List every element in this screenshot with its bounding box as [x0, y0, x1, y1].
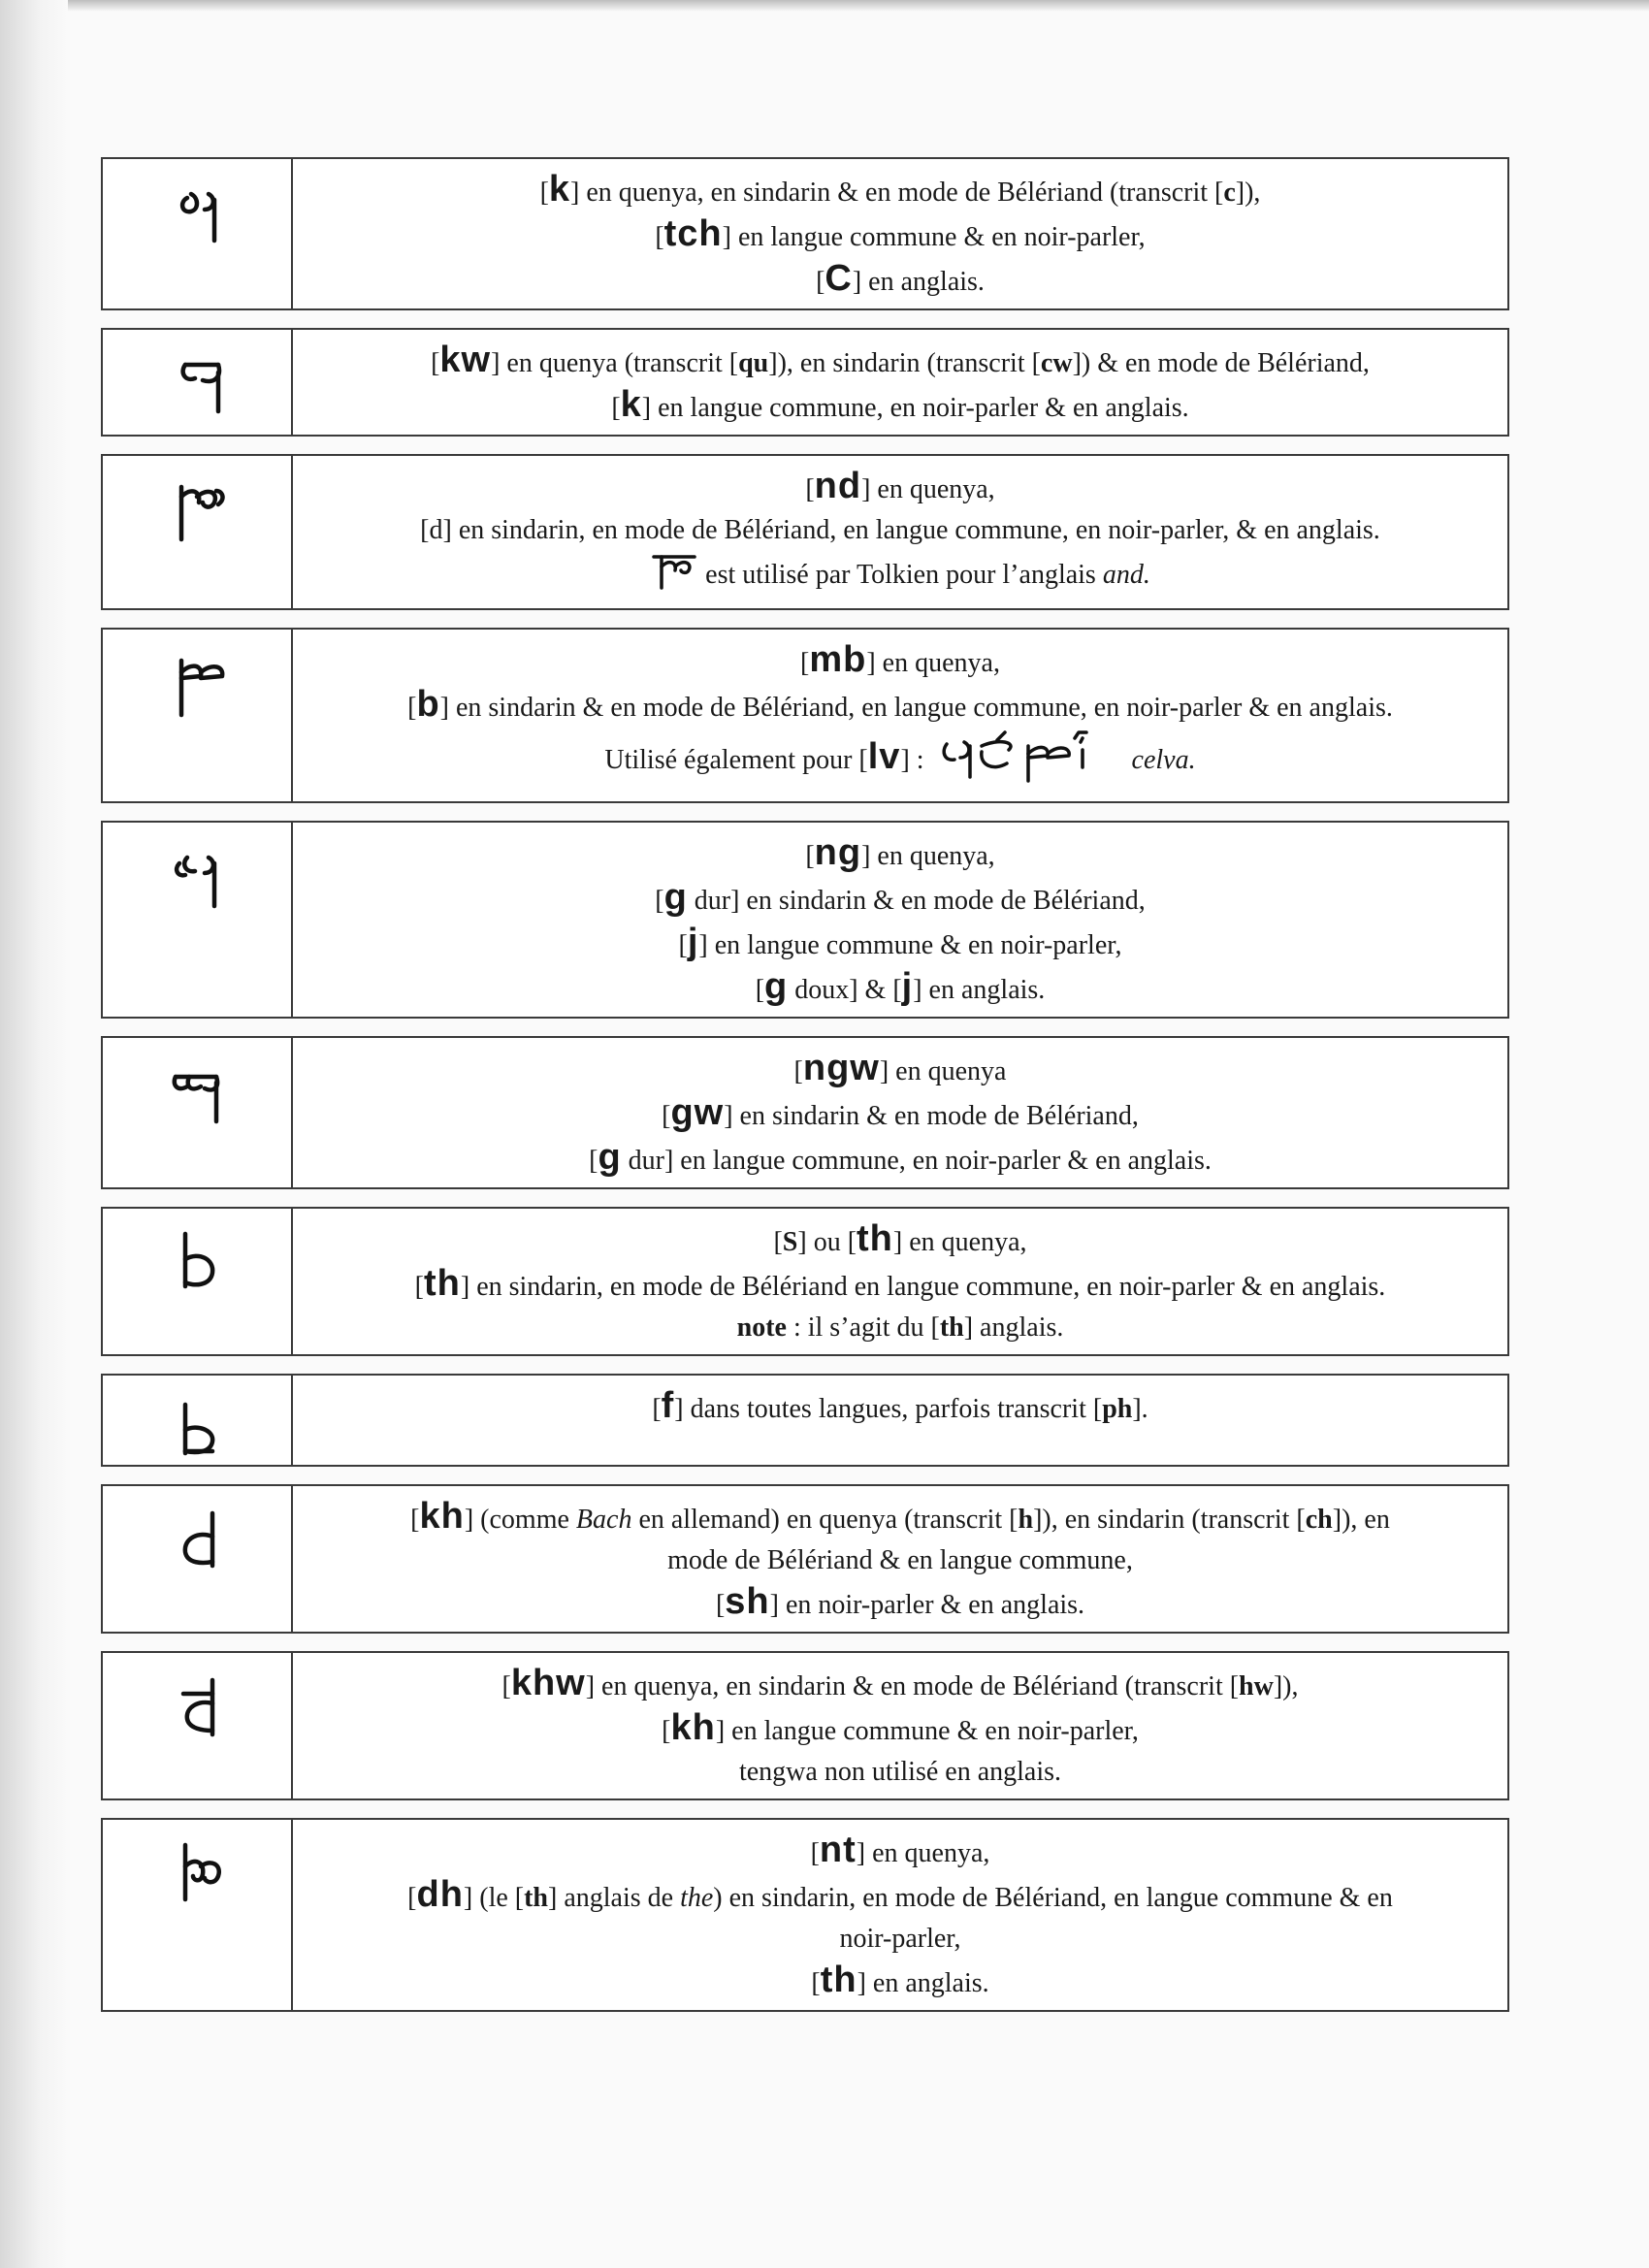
page-shadow-left — [0, 0, 68, 2268]
tengwa-ando-icon — [153, 477, 241, 545]
description-line — [310, 340, 1490, 384]
text-segment: ] en langue commune, en noir-parler & en anglais. — [641, 393, 1189, 423]
transcription: ph — [1102, 1394, 1133, 1424]
text-segment: [ — [589, 1146, 598, 1176]
description-line — [310, 213, 1490, 258]
text-segment: ] en langue commune & en noir-parler, — [715, 1716, 1139, 1746]
phoneme: C — [824, 258, 853, 299]
transcription: ch — [1305, 1505, 1333, 1535]
description-cell — [293, 456, 1507, 608]
celva-glyph-icon — [931, 729, 1125, 795]
description-line — [310, 258, 1490, 303]
phoneme: b — [416, 684, 440, 725]
text-segment: [ — [539, 178, 549, 208]
text-segment: [ — [773, 1227, 783, 1257]
text-segment: ] en sindarin & en mode de Bélériand, — [724, 1101, 1139, 1131]
description-line — [310, 832, 1490, 877]
text-segment: [ — [805, 474, 815, 504]
text-segment: mode de Bélériand & en langue commune, — [667, 1545, 1133, 1575]
description-line — [310, 1263, 1490, 1308]
description-line — [310, 1663, 1490, 1707]
description-line — [310, 1581, 1490, 1626]
phoneme: kw — [439, 340, 492, 380]
text-segment: ] en sindarin, en mode de Bélériand en langue commune, en noir-parler & en anglais. — [460, 1272, 1386, 1302]
transcription: th — [939, 1312, 964, 1343]
tengwa-anga-icon — [153, 844, 241, 912]
phoneme: ngw — [802, 1048, 880, 1088]
text-segment: [ — [805, 841, 815, 871]
description-line — [310, 729, 1490, 795]
transcription: th — [524, 1883, 549, 1913]
description-line — [310, 1048, 1490, 1092]
text-segment: ]), — [1235, 178, 1261, 208]
text-segment: ] : — [900, 744, 931, 775]
description-cell — [293, 630, 1507, 801]
text-segment — [1125, 745, 1132, 775]
table-row — [101, 821, 1509, 1019]
description-cell — [293, 1486, 1507, 1632]
text-segment: [ — [715, 1590, 726, 1620]
text-segment: ] en sindarin & en mode de Bélériand, en langue commune, en noir-parler & en anglais. — [439, 693, 1393, 723]
phoneme: g — [764, 966, 789, 1007]
transcription: c — [1223, 178, 1236, 208]
text-segment: ] en anglais. — [857, 1968, 989, 1998]
phoneme: f — [661, 1385, 675, 1426]
tengwa-anto-icon — [153, 1841, 241, 1909]
tengwa-harma-icon — [153, 1507, 241, 1575]
description-cell — [293, 330, 1507, 435]
text-segment: [ — [652, 1394, 662, 1424]
text-segment: ] anglais de — [548, 1883, 681, 1913]
description-line — [310, 1830, 1490, 1874]
text-segment: [ — [431, 348, 440, 378]
text-segment: tengwa non utilisé en anglais. — [738, 1757, 1062, 1787]
description-line — [310, 1385, 1490, 1430]
text-segment: ] en anglais. — [852, 267, 985, 297]
text-segment: ] en quenya (transcrit [ — [491, 348, 739, 378]
text-segment: [ — [414, 1272, 424, 1302]
transcription: h — [1018, 1505, 1034, 1535]
phoneme: khw — [510, 1663, 586, 1703]
phoneme: dh — [416, 1874, 464, 1915]
text-segment: [ — [800, 648, 810, 678]
description-line — [310, 966, 1490, 1011]
text-segment: ] en langue commune & en noir-parler, — [698, 930, 1122, 960]
phoneme: kh — [670, 1707, 716, 1748]
transcription: note — [736, 1312, 787, 1343]
glyph-cell — [103, 456, 293, 608]
transcription: qu — [738, 348, 769, 378]
phoneme: g — [663, 877, 688, 918]
description-line — [310, 1919, 1490, 1960]
description-cell — [293, 823, 1507, 1017]
text-segment: [ — [407, 1883, 417, 1913]
phoneme: ng — [814, 832, 862, 873]
text-segment: [ — [793, 1056, 803, 1086]
table-row — [101, 1651, 1509, 1800]
text-segment: en allemand) en quenya (transcrit [ — [631, 1505, 1018, 1535]
text-segment: ] en quenya, — [861, 474, 995, 504]
italic-word: celva. — [1131, 744, 1196, 775]
glyph-cell — [103, 330, 293, 435]
phoneme: nt — [819, 1830, 857, 1870]
text-segment: ] (le [ — [463, 1883, 525, 1913]
page-shadow-top — [0, 0, 1649, 12]
text-segment: ]. — [1132, 1394, 1148, 1424]
text-segment: noir-parler, — [839, 1924, 961, 1954]
table-row — [101, 1374, 1509, 1467]
description-cell — [293, 159, 1507, 308]
text-segment: dur] en sindarin & en mode de Bélériand, — [687, 886, 1146, 916]
description-line — [310, 169, 1490, 213]
text-segment: ] en anglais. — [913, 975, 1046, 1005]
tengwa-calma-icon — [153, 180, 241, 248]
text-segment: ] en langue commune & en noir-parler, — [722, 222, 1146, 252]
italic-word: the — [680, 1883, 714, 1913]
description-line — [310, 510, 1490, 551]
text-segment: [ — [410, 1505, 420, 1535]
description-cell — [293, 1376, 1507, 1465]
text-segment: ] dans toutes langues, parfois transcrit [ — [674, 1394, 1103, 1424]
phoneme: j — [901, 966, 914, 1007]
phoneme: kh — [419, 1496, 465, 1537]
phoneme: j — [687, 922, 699, 962]
description-line — [310, 639, 1490, 684]
transcription: S — [782, 1227, 798, 1257]
glyph-cell — [103, 1376, 293, 1465]
glyph-cell — [103, 159, 293, 308]
text-segment: [d] en sindarin, en mode de Bélériand, en langue commune, en noir-parler, & en anglais. — [420, 515, 1380, 545]
description-cell — [293, 1653, 1507, 1798]
text-segment: [ — [816, 267, 825, 297]
glyph-cell — [103, 630, 293, 801]
tengwa-umbar-icon — [153, 651, 241, 719]
phoneme: nd — [814, 466, 862, 506]
text-segment: : il s’agit du [ — [786, 1312, 940, 1343]
description-line — [310, 1960, 1490, 2004]
description-line — [310, 877, 1490, 922]
phoneme: mb — [809, 639, 867, 680]
text-segment: Utilisé également pour [ — [604, 744, 868, 775]
phoneme: th — [857, 1218, 893, 1259]
text-segment: ] (comme — [464, 1505, 576, 1535]
transcription: cw — [1040, 348, 1073, 378]
description-line — [310, 684, 1490, 729]
italic-word: and. — [1102, 559, 1150, 590]
table-row — [101, 1207, 1509, 1356]
text-segment: ] ou [ — [797, 1227, 857, 1257]
text-segment: [ — [678, 930, 688, 960]
table-row — [101, 628, 1509, 803]
tengwar-table — [101, 157, 1509, 2029]
text-segment: [ — [611, 393, 621, 423]
glyph-cell — [103, 1820, 293, 2010]
phoneme: k — [548, 169, 571, 210]
glyph-cell — [103, 1209, 293, 1354]
tengwa-quesse-icon — [153, 351, 241, 419]
tengwa-ungwe-icon — [153, 1059, 241, 1127]
text-segment: doux] & [ — [788, 975, 902, 1005]
description-line — [310, 1540, 1490, 1581]
tengwa-formen-icon — [153, 1397, 241, 1465]
text-segment: [ — [662, 1716, 671, 1746]
text-segment: [ — [501, 1671, 511, 1701]
tengwa-thule-icon — [153, 1230, 241, 1298]
text-segment: dur] en langue commune, en noir-parler & en anglais. — [621, 1146, 1212, 1176]
glyph-cell — [103, 1038, 293, 1187]
description-cell — [293, 1820, 1507, 2010]
table-row — [101, 1036, 1509, 1189]
text-segment: ] en noir-parler & en anglais. — [769, 1590, 1085, 1620]
tengwa-hwesta-icon — [153, 1674, 241, 1742]
phoneme: gw — [670, 1092, 725, 1133]
description-cell — [293, 1209, 1507, 1354]
table-row — [101, 328, 1509, 437]
description-line — [310, 1308, 1490, 1348]
table-row — [101, 1484, 1509, 1634]
text-segment: ]) & en mode de Bélériand, — [1072, 348, 1370, 378]
description-line — [310, 1874, 1490, 1919]
phoneme: k — [620, 384, 642, 425]
text-segment: ] en quenya, — [856, 1838, 990, 1868]
description-line — [310, 551, 1490, 602]
text-segment: ]), en — [1332, 1505, 1390, 1535]
text-segment: [ — [655, 222, 664, 252]
text-segment: est utilisé par Tolkien pour l’anglais — [698, 559, 1103, 590]
phoneme: sh — [725, 1581, 770, 1622]
description-line — [310, 922, 1490, 966]
description-line — [310, 1752, 1490, 1793]
text-segment: ]), en sindarin (transcrit [ — [1033, 1505, 1306, 1535]
description-line — [310, 466, 1490, 510]
description-line — [310, 1092, 1490, 1137]
italic-word: Bach — [575, 1505, 632, 1535]
phoneme: th — [820, 1960, 857, 2000]
glyph-cell — [103, 1653, 293, 1798]
description-line — [310, 1496, 1490, 1540]
description-cell — [293, 1038, 1507, 1187]
text-segment: ] en quenya, — [861, 841, 995, 871]
text-segment: ] en quenya, — [866, 648, 1000, 678]
phoneme: tch — [663, 213, 723, 254]
text-segment: ] en quenya, en sindarin & en mode de Bélériand (transcrit [ — [585, 1671, 1240, 1701]
description-line — [310, 1218, 1490, 1263]
text-segment: [ — [655, 886, 664, 916]
text-segment: ]), en sindarin (transcrit [ — [768, 348, 1041, 378]
text-segment: [ — [755, 975, 765, 1005]
phoneme: lv — [867, 735, 901, 777]
text-segment: [ — [810, 1838, 820, 1868]
text-segment: ] en quenya, — [892, 1227, 1027, 1257]
transcription: hw — [1239, 1671, 1274, 1701]
text-segment: [ — [811, 1968, 821, 1998]
description-line — [310, 384, 1490, 429]
glyph-cell — [103, 823, 293, 1017]
text-segment: ]), — [1273, 1671, 1299, 1701]
description-line — [310, 1137, 1490, 1182]
text-segment: ] en quenya, en sindarin & en mode de Bélériand (transcrit [ — [570, 178, 1224, 208]
text-segment: ) en sindarin, en mode de Bélériand, en langue commune & en — [713, 1883, 1393, 1913]
ando-bar-glyph-icon — [650, 551, 698, 602]
glyph-cell — [103, 1486, 293, 1632]
phoneme: g — [598, 1137, 622, 1178]
description-line — [310, 1707, 1490, 1752]
phoneme: th — [424, 1263, 461, 1304]
text-segment: ] anglais. — [963, 1312, 1064, 1343]
text-segment: [ — [662, 1101, 671, 1131]
text-segment: [ — [407, 693, 417, 723]
table-row — [101, 454, 1509, 610]
text-segment: ] en quenya — [879, 1056, 1007, 1086]
table-row — [101, 157, 1509, 310]
table-row — [101, 1818, 1509, 2012]
